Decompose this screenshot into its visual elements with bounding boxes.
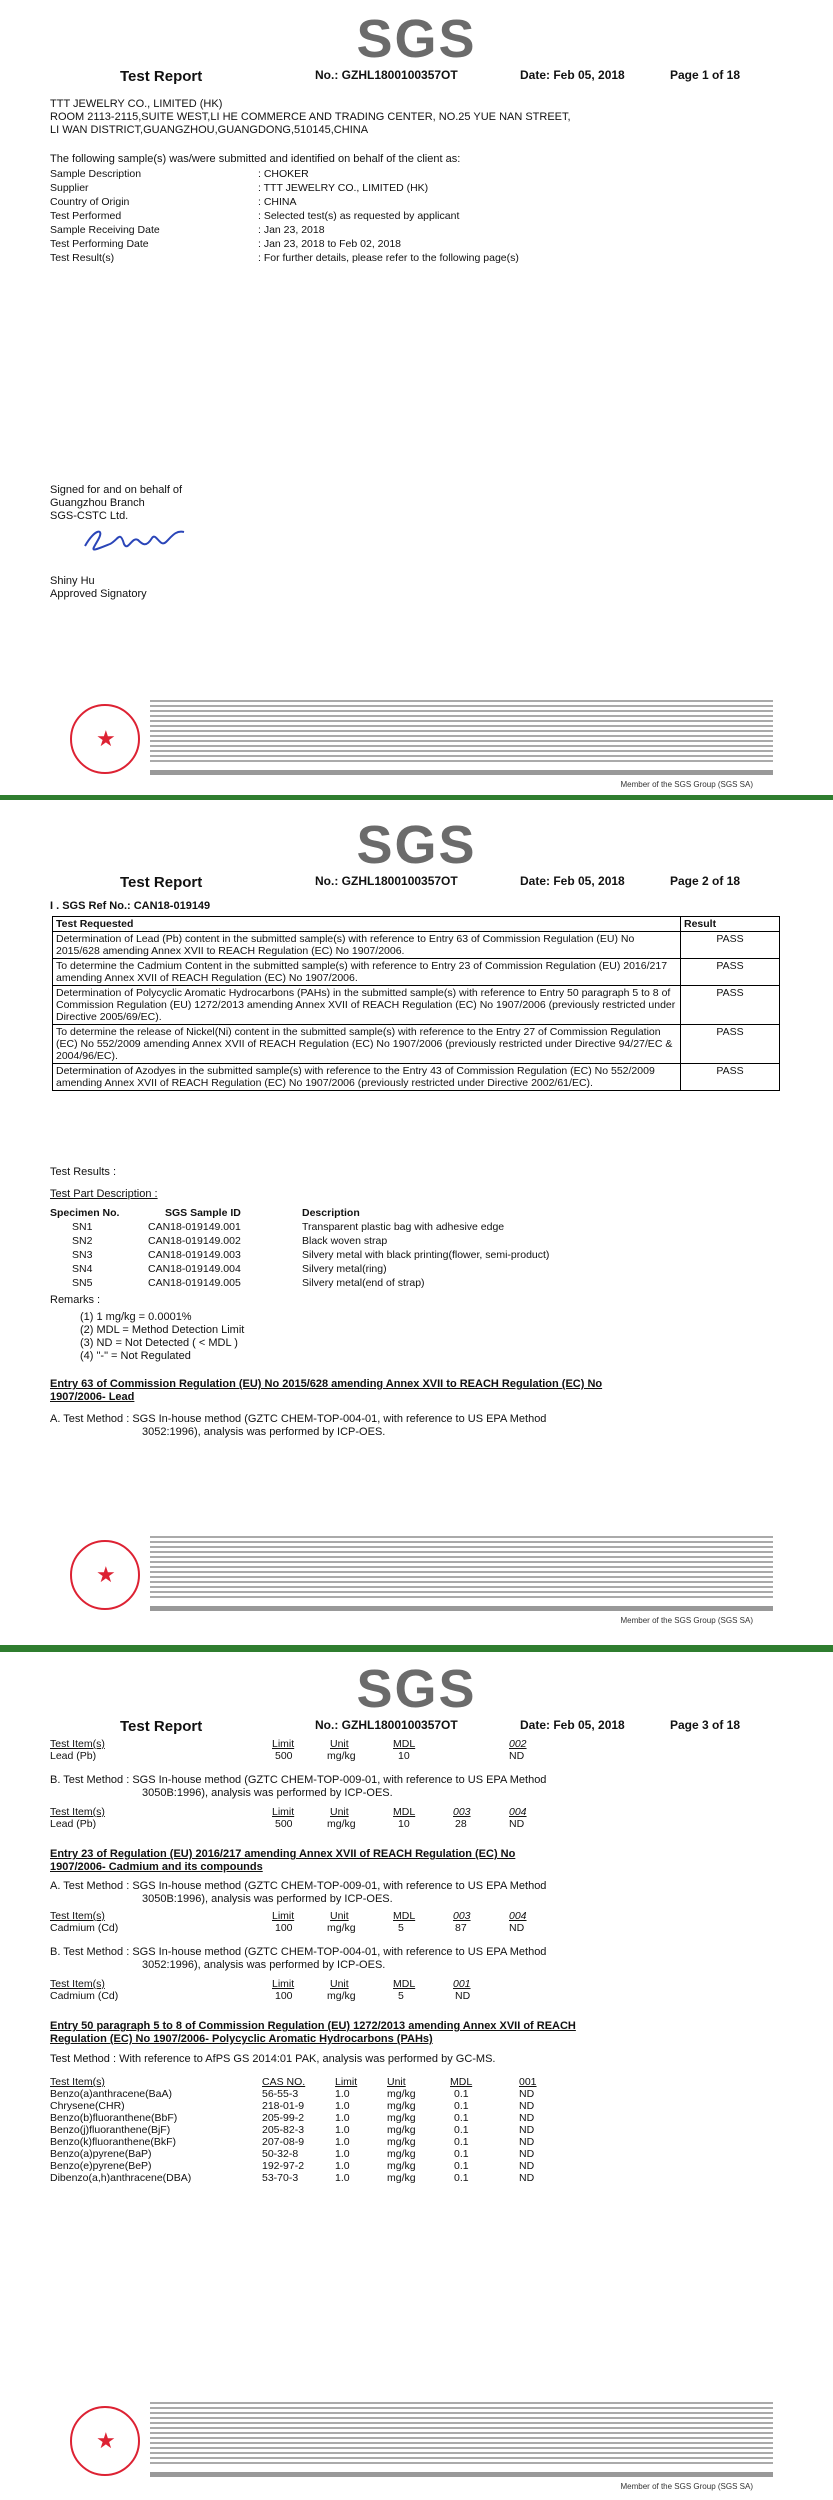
intro-text: The following sample(s) was/were submitted and identified on behalf of the client as: xyxy=(50,153,461,165)
address-fine-print xyxy=(150,1606,773,1611)
table-row: Benzo(e)pyrene(BeP) 192-97-2 1.0 mg/kg 0.1 ND xyxy=(50,2160,535,2172)
report-title: Test Report xyxy=(120,874,203,891)
cadmium-result-table-a xyxy=(50,1910,780,1934)
table-row: Cadmium (Cd) 100 mg/kg 5 ND xyxy=(50,1990,471,2002)
signature-image xyxy=(80,518,190,558)
signer-role: Approved Signatory xyxy=(50,588,147,600)
pah-result-table xyxy=(50,2076,780,2184)
list-item: SN3 CAN18-019149.003 Silvery metal with black printing(flower, semi-product) xyxy=(72,1249,550,1261)
seal-stamp-icon: ★ xyxy=(70,704,140,774)
specimen-list xyxy=(50,1221,780,1291)
report-title: Test Report xyxy=(120,1718,203,1735)
seal-stamp-icon: ★ xyxy=(70,1540,140,1610)
test-part-description-label: Test Part Description : xyxy=(50,1188,158,1200)
list-item: SN5 CAN18-019149.005 Silvery metal(end of strap) xyxy=(72,1277,425,1289)
table-header-row: Test Item(s) Limit Unit MDL 001 xyxy=(50,1978,471,1990)
method-a-line-1: A. Test Method : SGS In-house method (GZTC CHEM-TOP-004-01, with reference to US EPA Method xyxy=(50,1413,547,1425)
table-row: Determination of Polycyclic Aromatic Hydrocarbons (PAHs) in the submitted sample(s) with reference to Entry 50 paragraph 5 to 8 of Commission Regulation (EU) 1272/2013 amending Annex XVII of REACH Regulation (EC) No 1907/2006 (previously restricted under Directive 2005/69/EC). PASS xyxy=(53,986,780,1025)
signer-name: Shiny Hu xyxy=(50,575,95,587)
list-item: SN2 CAN18-019149.002 Black woven strap xyxy=(72,1235,388,1247)
table-row: Dibenzo(a,h)anthracene(DBA) 53-70-3 1.0 mg/kg 0.1 ND xyxy=(50,2172,535,2184)
table-row: Determination of Azodyes in the submitted sample(s) with reference to the Entry 43 of Commission Regulation (EC) No 552/2009 amending Annex XVII of REACH Regulation (EC) No 1907/2006 (previously restricted under Directive 2002/61/EC). PASS xyxy=(53,1064,780,1091)
remark-item: (2) MDL = Method Detection Limit xyxy=(80,1324,245,1336)
cadmium-result-table-b xyxy=(50,1978,780,2002)
table-row: To determine the Cadmium Content in the submitted sample(s) with reference to Entry 23 of Commission Regulation (EU) 2016/217 amending Annex XVII of REACH Regulation (EC) No 1907/2006. PASS xyxy=(53,959,780,986)
table-row: Determination of Lead (Pb) content in the submitted sample(s) with reference to Entry 63 of Commission Regulation (EU) No 2015/628 amending Annex XVII to REACH Regulation (EC) No 1907/2006. PASS xyxy=(53,932,780,959)
report-page-1 xyxy=(50,0,783,795)
seal-stamp-icon: ★ xyxy=(70,2406,140,2476)
info-row: Sample Receiving Date : Jan 23, 2018 xyxy=(50,224,325,236)
sgs-logo: SGS xyxy=(356,9,477,69)
entry50-heading-1: Entry 50 paragraph 5 to 8 of Commission Regulation (EU) 1272/2013 amending Annex XVII of REACH xyxy=(50,2020,576,2032)
list-item: SN4 CAN18-019149.004 Silvery metal(ring) xyxy=(72,1263,387,1275)
terms-fine-print xyxy=(150,2400,773,2470)
remark-item: (3) ND = Not Detected ( < MDL ) xyxy=(80,1337,238,1349)
info-row: Country of Origin : CHINA xyxy=(50,196,297,208)
entry63-heading-1: Entry 63 of Commission Regulation (EU) No 2015/628 amending Annex XVII to REACH Regulation (EC) No xyxy=(50,1378,603,1390)
entry63-heading-2: 1907/2006- Lead xyxy=(50,1391,135,1403)
method-e-line: Test Method : With reference to AfPS GS 2014:01 PAK, analysis was performed by GC-MS. xyxy=(50,2053,496,2065)
address-fine-print xyxy=(150,2472,773,2477)
table-header-row: Test Item(s) Limit Unit MDL 003 004 xyxy=(50,1910,527,1922)
remark-item: (1) 1 mg/kg = 0.0001% xyxy=(80,1311,192,1323)
sgs-logo: SGS xyxy=(356,1659,477,1719)
page-number: Page 3 of 18 xyxy=(670,1718,741,1732)
table-row: Lead (Pb) 500 mg/kg 10 28 ND xyxy=(50,1818,525,1830)
info-row: Sample Description : CHOKER xyxy=(50,168,309,180)
sgs-ref-number: I . SGS Ref No.: CAN18-019149 xyxy=(50,900,211,912)
client-name: TTT JEWELRY CO., LIMITED (HK) xyxy=(50,98,223,110)
table-row: Benzo(a)anthracene(BaA) 56-55-3 1.0 mg/kg 0.1 ND xyxy=(50,2088,535,2100)
test-requested-table xyxy=(52,916,780,1091)
table-row: Benzo(a)pyrene(BaP) 50-32-8 1.0 mg/kg 0.1 ND xyxy=(50,2148,535,2160)
signed-line-3: SGS-CSTC Ltd. xyxy=(50,510,129,522)
table-header-row xyxy=(53,917,780,932)
terms-fine-print xyxy=(150,698,773,768)
table-row: Benzo(k)fluoranthene(BkF) 207-08-9 1.0 mg/kg 0.1 ND xyxy=(50,2136,535,2148)
test-results-label: Test Results : xyxy=(50,1166,117,1178)
page-number: Page 1 of 18 xyxy=(670,68,741,82)
col-result: Result xyxy=(681,917,780,932)
report-number: No.: GZHL1800100357OT xyxy=(315,1718,458,1732)
table-header-row: Test Item(s) Limit Unit MDL 003 004 xyxy=(50,1806,527,1818)
list-item: SN1 CAN18-019149.001 Transparent plastic bag with adhesive edge xyxy=(72,1221,505,1233)
col-test-requested: Test Requested xyxy=(53,917,681,932)
report-page-2 xyxy=(50,800,783,1645)
specimen-header: Specimen No. SGS Sample ID Description xyxy=(50,1207,360,1219)
report-date: Date: Feb 05, 2018 xyxy=(520,68,625,82)
page-separator xyxy=(0,1645,833,1652)
sgs-logo: SGS xyxy=(356,815,477,875)
terms-fine-print xyxy=(150,1534,773,1604)
info-row: Test Performed : Selected test(s) as requested by applicant xyxy=(50,210,460,222)
page-footer xyxy=(70,1534,773,1629)
entry50-heading-2: Regulation (EC) No 1907/2006- Polycyclic Aromatic Hydrocarbons (PAHs) xyxy=(50,2033,433,2045)
table-row: Chrysene(CHR) 218-01-9 1.0 mg/kg 0.1 ND xyxy=(50,2100,535,2112)
method-c-line-2: 3050B:1996), analysis was performed by ICP-OES. xyxy=(142,1893,393,1905)
signed-line-1: Signed for and on behalf of xyxy=(50,484,183,496)
table-row: Lead (Pb) 500 mg/kg 10 ND xyxy=(50,1750,525,1762)
page-footer xyxy=(70,2400,773,2495)
report-date: Date: Feb 05, 2018 xyxy=(520,1718,625,1732)
member-note: Member of the SGS Group (SGS SA) xyxy=(620,780,753,789)
address-fine-print xyxy=(150,770,773,775)
table-row: Cadmium (Cd) 100 mg/kg 5 87 ND xyxy=(50,1922,525,1934)
table-row: Benzo(b)fluoranthene(BbF) 205-99-2 1.0 mg/kg 0.1 ND xyxy=(50,2112,535,2124)
table-header-row: Test Item(s) CAS NO. Limit Unit MDL 001 xyxy=(50,2076,537,2088)
page-footer xyxy=(70,698,773,793)
remarks-label: Remarks : xyxy=(50,1294,101,1306)
lead-result-table-b xyxy=(50,1806,780,1830)
method-d-line-2: 3052:1996), analysis was performed by ICP-OES. xyxy=(142,1959,386,1971)
info-row: Test Performing Date : Jan 23, 2018 to Feb 02, 2018 xyxy=(50,238,402,250)
report-number: No.: GZHL1800100357OT xyxy=(315,874,458,888)
method-c-line-1: A. Test Method : SGS In-house method (GZTC CHEM-TOP-009-01, with reference to US EPA Method xyxy=(50,1880,547,1892)
entry23-heading-2: 1907/2006- Cadmium and its compounds xyxy=(50,1861,263,1873)
method-d-line-1: B. Test Method : SGS In-house method (GZTC CHEM-TOP-004-01, with reference to US EPA Method xyxy=(50,1946,547,1958)
info-row: Test Result(s) : For further details, please refer to the following page(s) xyxy=(50,252,519,264)
method-a-line-2: 3052:1996), analysis was performed by ICP-OES. xyxy=(142,1426,386,1438)
member-note: Member of the SGS Group (SGS SA) xyxy=(620,2482,753,2491)
entry23-heading-1: Entry 23 of Regulation (EU) 2016/217 amending Annex XVII of REACH Regulation (EC) No xyxy=(50,1848,516,1860)
sample-info xyxy=(50,168,780,266)
remark-item: (4) "-" = Not Regulated xyxy=(80,1350,191,1362)
client-address-2: LI WAN DISTRICT,GUANGZHOU,GUANGDONG,510145,CHINA xyxy=(50,124,369,136)
table-row: Benzo(j)fluoranthene(BjF) 205-82-3 1.0 mg/kg 0.1 ND xyxy=(50,2124,535,2136)
member-note: Member of the SGS Group (SGS SA) xyxy=(620,1616,753,1625)
report-date: Date: Feb 05, 2018 xyxy=(520,874,625,888)
report-number: No.: GZHL1800100357OT xyxy=(315,68,458,82)
method-b-line-2: 3050B:1996), analysis was performed by ICP-OES. xyxy=(142,1787,393,1799)
table-row: To determine the release of Nickel(Ni) content in the submitted sample(s) with reference to the Entry 27 of Commission Regulation (EC) No 552/2009 amending Annex XVII of REACH Regulation (EC) No 1907/2006 (previously restricted under Directive 94/27/EC & 2004/96/EC). PASS xyxy=(53,1025,780,1064)
client-address-1: ROOM 2113-2115,SUITE WEST,LI HE COMMERCE AND TRADING CENTER, NO.25 YUE NAN STREET, xyxy=(50,111,571,123)
signed-line-2: Guangzhou Branch xyxy=(50,497,145,509)
report-title: Test Report xyxy=(120,68,203,85)
table-header-row: Test Item(s) Limit Unit MDL 002 xyxy=(50,1738,527,1750)
page-number: Page 2 of 18 xyxy=(670,874,741,888)
method-b-line-1: B. Test Method : SGS In-house method (GZTC CHEM-TOP-009-01, with reference to US EPA Method xyxy=(50,1774,547,1786)
lead-result-table-a xyxy=(50,1738,780,1762)
info-row: Supplier : TTT JEWELRY CO., LIMITED (HK) xyxy=(50,182,429,194)
report-page-3 xyxy=(50,1652,783,2500)
